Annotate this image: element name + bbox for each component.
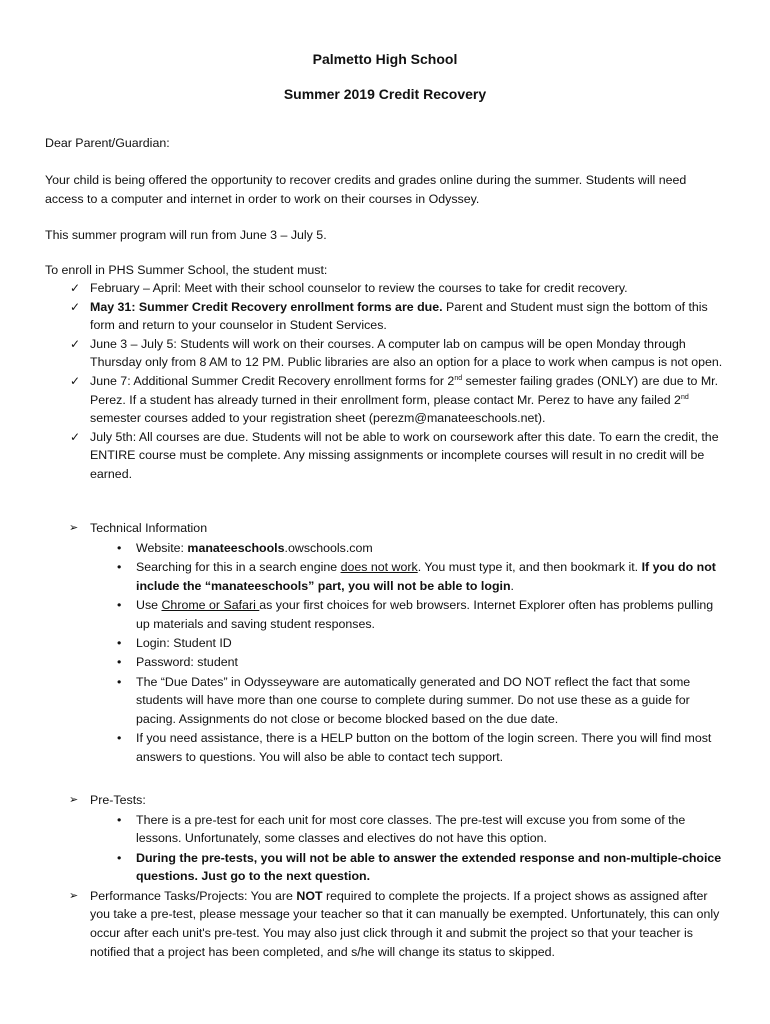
list-item: ✓ February – April: Meet with their school counselor to review the courses to take for credit recovery.	[45, 279, 730, 298]
list-item: • If you need assistance, there is a HELP button on the bottom of the login screen. There you will find most answers to questions. You will also be able to contact tech support.	[117, 731, 712, 764]
list-item: • Login: Student ID	[45, 634, 728, 653]
school-title: Palmetto High School	[312, 51, 458, 67]
technical-section	[45, 519, 728, 767]
checkmark-icon: ✓	[70, 336, 81, 351]
bullet-dot-icon: •	[117, 674, 122, 689]
enroll-lead: To enroll in PHS Summer School, the student must:	[45, 263, 328, 277]
list-item: • There is a pre-test for each unit for most core classes. The pre-test will excuse you from some of the lessons. Unfortunately, some classes and electives do not have this option.	[117, 812, 686, 846]
bullet-dot-icon: •	[117, 731, 122, 746]
list-item: ✓ June 3 – July 5: Students will work on their courses. A computer lab on campus will be open Monday through Thursday only from 8 AM to 12 PM. Public libraries are also an option for a place to work when campus is not open.	[70, 336, 723, 370]
checkmark-icon: ✓	[70, 299, 81, 314]
arrow-bullet-icon: ➢	[69, 794, 79, 806]
bullet-dot-icon: •	[117, 597, 122, 612]
checkmark-icon: ✓	[70, 429, 81, 444]
arrow-bullet-icon: ➢	[69, 889, 79, 902]
bullet-dot-icon: •	[117, 559, 122, 574]
pretests-heading: Pre-Tests:	[90, 793, 146, 807]
list-item: • During the pre-tests, you will not be able to answer the extended response and non-multiple-choice questions. Just go to the next question.	[117, 850, 722, 884]
bullet-dot-icon: •	[117, 540, 122, 555]
list-item: • Use Chrome or Safari as your first choices for web browsers. Internet Explorer often has problems pulling up materials and saving student responses.	[117, 597, 714, 631]
technical-heading: Technical Information	[90, 521, 208, 535]
bullet-dot-icon: •	[117, 850, 122, 865]
list-item: ✓ June 7: Additional Summer Credit Recovery enrollment forms for 2nd semester failing grades (ONLY) are due to Mr. Perez. If a student has already turned in their enrollment form, please contact Mr. Perez to have any failed 2nd semester courses added to your registration sheet (perezm@manateeschools.net).	[70, 373, 719, 426]
arrow-bullet-icon: ➢	[69, 522, 79, 534]
checkmark-icon: ✓	[70, 373, 81, 388]
pretests-section	[45, 791, 728, 961]
enrollment-checklist	[45, 279, 730, 484]
list-item: • Website: manateeschools.owschools.com	[45, 539, 728, 558]
performance-section: ➢ Performance Tasks/Projects: You are NOT required to complete the projects. If a project shows as assigned after you take a pre-test, please message your teacher so that it can manually be exempted. Unfortunately, this can only occur after each unit's pre-test. You may also just click through it and submit the project so that your teacher is notified that a project has been completed, and s/he will change its status to skipped.	[69, 888, 720, 959]
pretests-list	[45, 811, 728, 886]
bullet-dot-icon: •	[117, 655, 122, 670]
bullet-dot-icon: •	[117, 635, 122, 650]
bullet-dot-icon: •	[117, 812, 122, 827]
list-item: ✓ July 5th: All courses are due. Students will not be able to work on coursework after this date. To earn the credit, the ENTIRE course must be complete. Any missing assignments or incomplete courses will result in no credit will be earned.	[70, 429, 719, 481]
greeting: Dear Parent/Guardian:	[45, 136, 170, 150]
technical-list	[45, 539, 728, 767]
list-item: • Password: student	[45, 653, 728, 672]
intro-paragraph: Your child is being offered the opportunity to recover credits and grades online during the summer. Students will need access to a computer and internet in order to work on their courses in Odyssey.	[45, 173, 687, 206]
program-dates: This summer program will run from June 3 – July 5.	[45, 228, 327, 242]
list-item: • Searching for this in a search engine does not work. You must type it, and then bookmark it. If you do not include the “manateeschools” part, you will not be able to login.	[117, 559, 716, 593]
list-item: ✓ May 31: Summer Credit Recovery enrollment forms are due. Parent and Student must sign the bottom of this form and return to your counselor in Student Services.	[70, 299, 708, 333]
list-item: • The “Due Dates” in Odysseyware are automatically generated and DO NOT reflect the fact that some students will have more than one course to complete during summer. Do not use these as a guide for pacing. Assignments do not close or become blocked based on the due date.	[117, 674, 691, 726]
program-title: Summer 2019 Credit Recovery	[283, 86, 487, 102]
checkmark-icon: ✓	[70, 281, 81, 295]
